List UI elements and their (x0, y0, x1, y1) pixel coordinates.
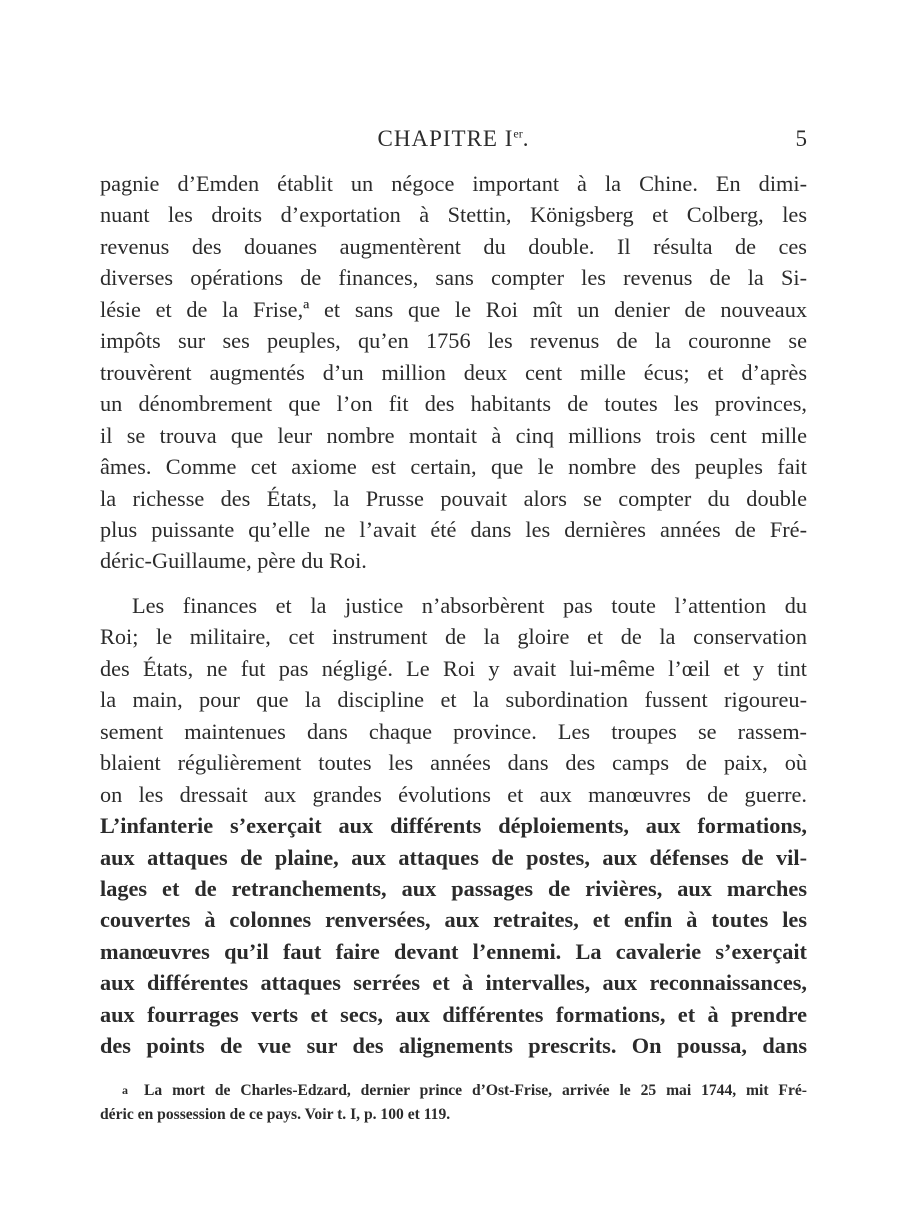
text-line: nuant les droits d’exportation à Stettin, Königsberg et Colberg, les (100, 202, 807, 228)
text-line: un dénombrement que l’on fit des habitants de toutes les provinces, (100, 391, 807, 417)
text-line: L’infanterie s’exerçait aux différents déploiements, aux formations, (100, 813, 807, 839)
text-line: aux attaques de plaine, aux attaques de postes, aux défenses de vil- (100, 844, 807, 870)
text-line: Roi; le militaire, cet instrument de la gloire et de la conservation (100, 624, 807, 650)
footnote-line (100, 1078, 807, 1103)
footnote-marker: a (122, 1083, 128, 1097)
text-line: on les dressait aux grandes évolutions et aux manœuvres de guerre. (100, 781, 807, 807)
chapter-title-text: CHAPITRE I (377, 126, 514, 151)
chapter-title (100, 126, 807, 152)
footnote-text: La mort de Charles-Edzard, dernier prince d’Ost-Frise, arrivée le 25 mai 1744, mit Fré- (144, 1082, 807, 1099)
text-line: aux différentes attaques serrées et à intervalles, aux reconnaissances, (100, 970, 807, 996)
text-line: revenus des douanes augmentèrent du double. Il résulta de ces (100, 233, 807, 259)
paragraph-gap (100, 577, 807, 590)
text-line: il se trouva que leur nombre montait à cinq millions trois cent mille (100, 422, 807, 448)
text-line: trouvèrent augmentés d’un million deux cent mille écus; et d’après (100, 359, 807, 385)
text-line: diverses opérations de finances, sans compter les revenus de la Si- (100, 265, 807, 291)
text-line: aux fourrages verts et secs, aux différentes formations, et à prendre (100, 1001, 807, 1027)
text-line: des points de vue sur des alignements prescrits. On poussa, dans (100, 1033, 807, 1059)
text-line: plus puissante qu’elle ne l’avait été dans les dernières années de Fré- (100, 516, 807, 542)
footnote-line: déric en possession de ce pays. Voir t. I, p. 100 et 119. (100, 1106, 451, 1123)
text-line: blaient régulièrement toutes les années dans des camps de paix, où (100, 750, 807, 776)
text-line: sement maintenues dans chaque province. Les troupes se rassem- (100, 718, 807, 744)
footnote (100, 1078, 807, 1127)
text-line: pagnie d’Emden établit un négoce important à la Chine. En dimi- (100, 171, 807, 196)
text-line: âmes. Comme cet axiome est certain, que le nombre des peuples fait (100, 454, 807, 480)
text-line: des États, ne fut pas négligé. Le Roi y avait lui-même l’œil et y tint (100, 655, 807, 681)
text-line: couvertes à colonnes renversées, aux retraites, et enfin à toutes les (100, 907, 807, 933)
text-line: lésie et de la Frise,ª et sans que le Roi mît un denier de nouveaux (100, 296, 807, 322)
chapter-title-superscript: er (513, 126, 523, 141)
text-line: la main, pour que la discipline et la subordination fussent rigoureu- (100, 687, 807, 713)
main-text (100, 168, 807, 1062)
text-line: Les finances et la justice n’absorbèrent pas toute l’attention du (132, 592, 807, 618)
chapter-title-period: . (522, 126, 530, 151)
page-number: 5 (795, 126, 807, 151)
text-line: impôts sur ses peuples, qu’en 1756 les revenus de la couronne se (100, 328, 807, 354)
running-header (100, 126, 807, 156)
text-line: déric-Guillaume, père du Roi. (100, 548, 367, 574)
text-line: manœuvres qu’il faut faire devant l’ennemi. La cavalerie s’exerçait (100, 938, 807, 964)
text-line: lages et de retranchements, aux passages de rivières, aux marches (100, 875, 807, 901)
text-line: la richesse des États, la Prusse pouvait alors se compter du double (100, 485, 807, 511)
